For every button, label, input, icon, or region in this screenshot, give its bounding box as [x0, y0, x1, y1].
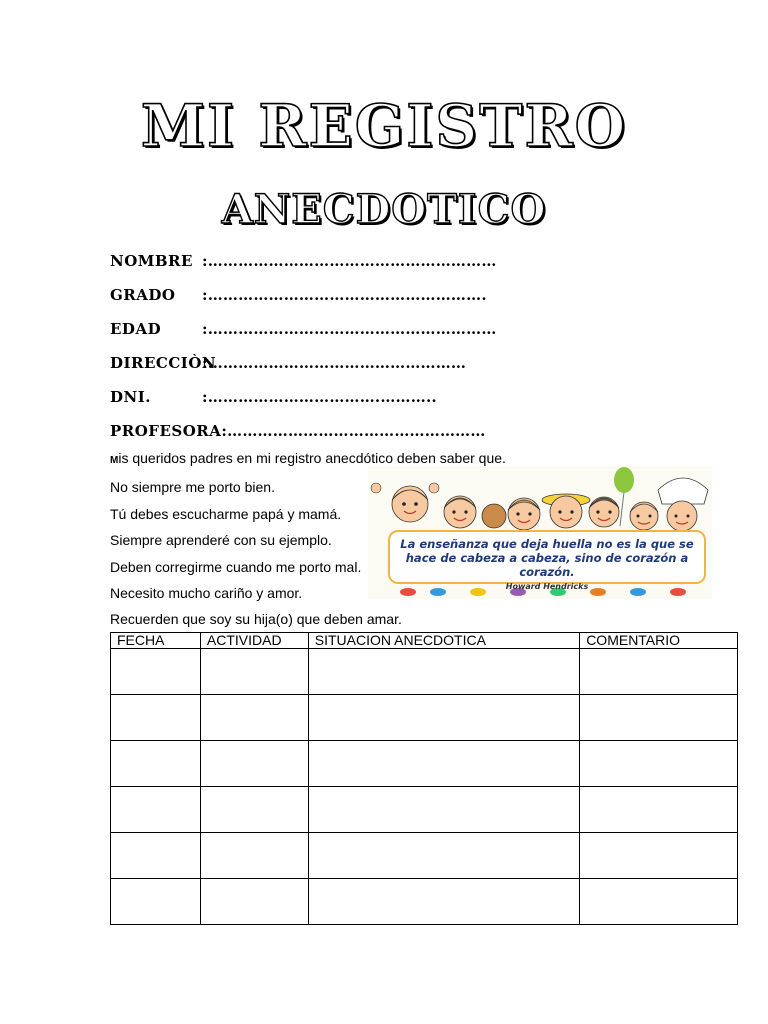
column-header-situacion: SITUACION ANECDOTICA [308, 633, 579, 649]
table-cell [111, 695, 201, 741]
message-line: Deben corregirme cuando me porto mal. [110, 558, 362, 575]
table-cell [111, 649, 201, 695]
table-cell [200, 695, 308, 741]
quote-text: La enseñanza que deja huella no es la que se hace de cabeza a cabeza, sino de corazón a corazón. [400, 537, 694, 579]
column-header-comentario: COMENTARIO [580, 633, 738, 649]
children-quote-illustration [368, 466, 712, 599]
table-row [111, 741, 738, 787]
student-info-fields [110, 244, 497, 448]
table-cell [111, 741, 201, 787]
table-cell [200, 879, 308, 925]
field-fill-line: :………………………………………………. [202, 286, 487, 304]
table-row [111, 695, 738, 741]
message-line: Necesito mucho cariño y amor. [110, 585, 303, 602]
quote-author: Howard Hendricks [505, 582, 589, 591]
table-cell [580, 695, 738, 741]
field-direccion [110, 346, 497, 380]
message-line: Tú debes escucharme papá y mamá. [110, 505, 342, 522]
document-title: MI REGISTRO [140, 92, 628, 160]
table-cell [308, 649, 579, 695]
field-fill-line: :…………………………………………… [221, 422, 486, 440]
table-cell [200, 649, 308, 695]
message-initial: M [110, 455, 119, 466]
table-cell [580, 833, 738, 879]
table-cell [308, 787, 579, 833]
field-grado [110, 278, 497, 312]
table-cell [308, 741, 579, 787]
field-fill-line: :…………………………….……….. [202, 388, 437, 406]
message-line: Recuerden que soy su hija(o) que deben amar. [110, 611, 402, 628]
anecdotal-record-table [110, 632, 738, 925]
table-cell [580, 787, 738, 833]
table-cell [580, 741, 738, 787]
column-header-fecha: FECHA [111, 633, 201, 649]
table-cell [111, 787, 201, 833]
table-cell [111, 833, 201, 879]
table-row [111, 649, 738, 695]
table-cell [200, 787, 308, 833]
document-subtitle: ANECDOTICO [221, 186, 547, 233]
message-line: Mis queridos padres en mi registro anecdótico deben saber que. [110, 450, 506, 466]
field-label: DIRECCIÒN [110, 354, 217, 372]
message-line: Siempre aprenderé con su ejemplo. [110, 532, 332, 549]
field-label: GRADO [110, 286, 176, 304]
table-cell [308, 879, 579, 925]
table-cell [200, 833, 308, 879]
table-header-row [111, 633, 738, 649]
table-cell [111, 879, 201, 925]
field-fill-line: :………………………………………………… [202, 252, 497, 270]
field-fill-line: :………………………………………………… [202, 320, 497, 338]
table-cell [200, 741, 308, 787]
field-profesora [110, 414, 497, 448]
table-cell [308, 695, 579, 741]
field-label: PROFESORA [110, 422, 222, 440]
table-cell [580, 879, 738, 925]
field-edad [110, 312, 497, 346]
field-label: NOMBRE [110, 252, 193, 270]
message-line: No siempre me porto bien. [110, 479, 275, 496]
quote-banner [388, 530, 706, 591]
field-label: DNI. [110, 388, 151, 406]
table-row [111, 833, 738, 879]
field-dni [110, 380, 497, 414]
table-cell [580, 649, 738, 695]
field-fill-line: :…………………………………………… [202, 354, 467, 372]
field-nombre [110, 244, 497, 278]
table-cell [308, 833, 579, 879]
table-row [111, 879, 738, 925]
field-label: EDAD [110, 320, 162, 338]
table-row [111, 787, 738, 833]
column-header-actividad: ACTIVIDAD [200, 633, 308, 649]
